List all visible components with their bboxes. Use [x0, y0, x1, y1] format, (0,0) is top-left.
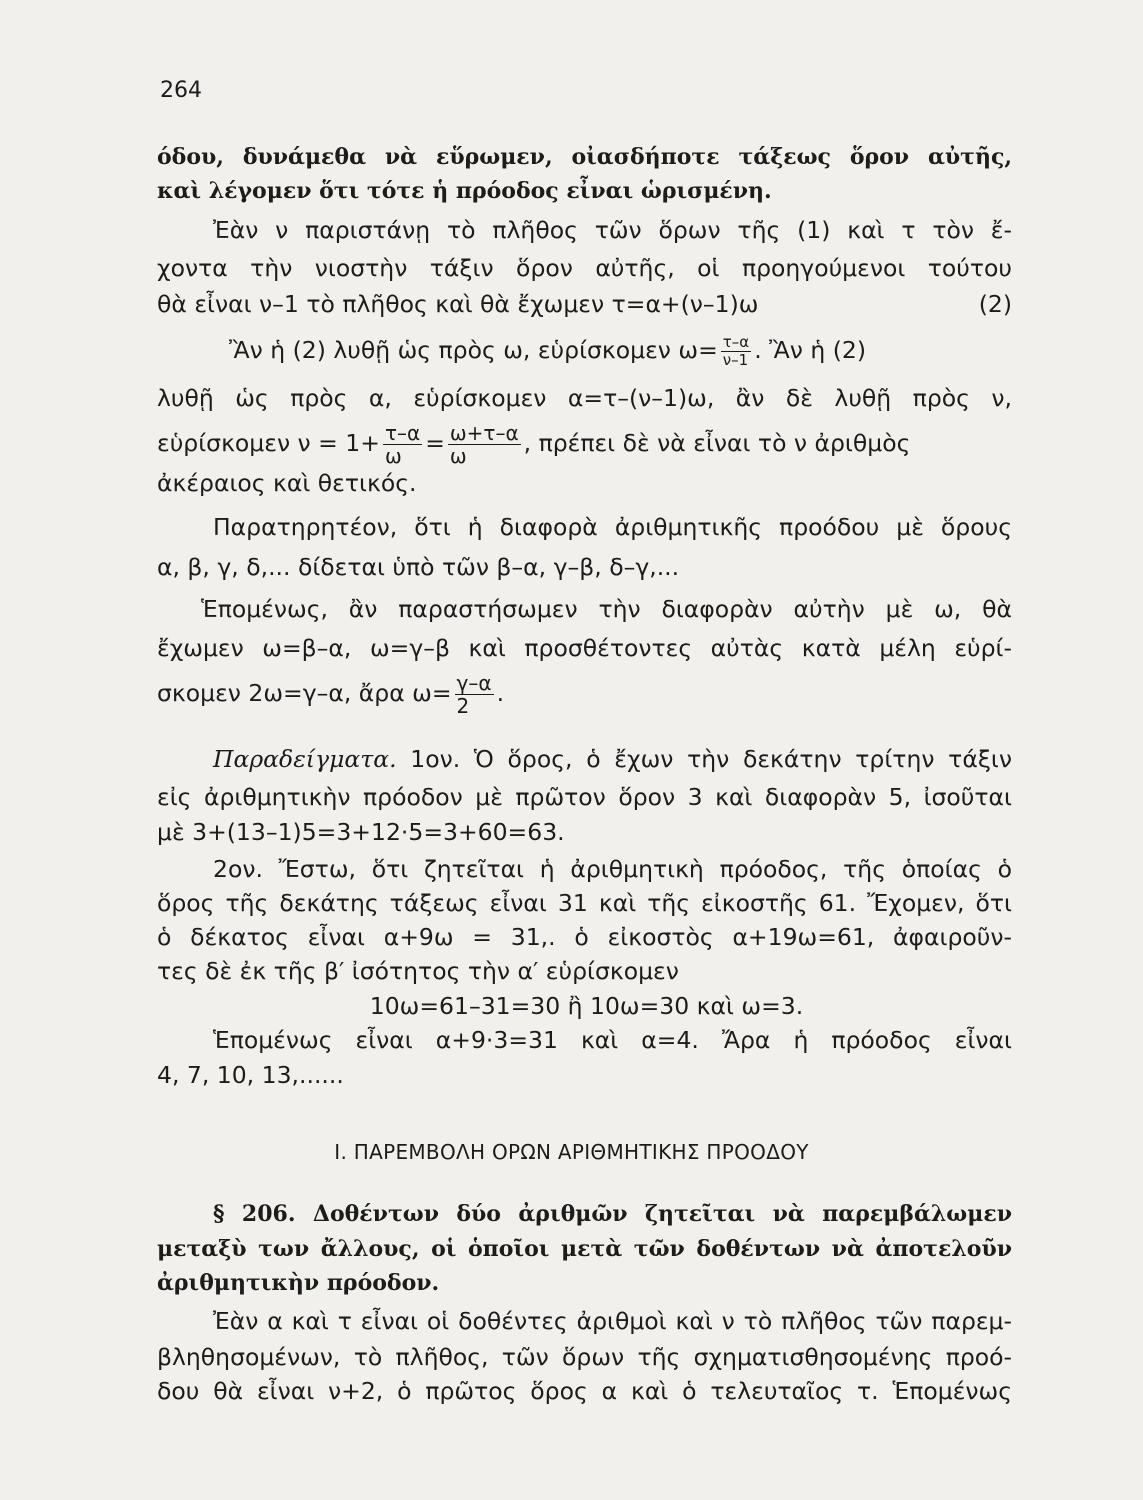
text-line: Ἐὰν α καὶ τ εἶναι οἱ δοθέντες ἀριθμοὶ καὶ ν τὸ πλῆθος τῶν παρεμ-	[213, 1307, 1012, 1335]
fraction	[455, 672, 494, 717]
section-heading: I. ΠΑΡΕΜΒΟΛΗ ΟΡΩΝ ΑΡΙΘΜΗΤΙΚΗΣ ΠΡΟΟΔΟΥ	[334, 1140, 809, 1164]
text-span: εὑρίσκομεν ν = 1+	[157, 429, 380, 457]
text-line: βληθησομένων, τὸ πλῆθος, τῶν ὅρων τῆς σχηματισθησομένης προό-	[157, 1343, 1012, 1371]
centered-equation: 10ω=61–31=30 ἢ 10ω=30 καὶ ω=3.	[369, 992, 804, 1020]
text-line: μεταξὺ των ἄλλους, οἱ ὁποῖοι μετὰ τῶν δοθέντων νὰ ἀποτελοῦν	[157, 1236, 1012, 1262]
equation-number: (2)	[978, 290, 1012, 318]
text-line: ἀριθμητικὴν πρόοδον.	[157, 1270, 440, 1296]
fraction-numerator: τ–α	[722, 333, 750, 351]
text-line	[229, 333, 1012, 369]
fraction	[448, 422, 521, 467]
text-line	[157, 287, 1012, 321]
text-span: . Ἂν ἡ (2)	[754, 336, 866, 364]
text-line: ἀκέραιος καὶ θετικός.	[157, 469, 417, 497]
fraction-denominator: ω	[449, 444, 467, 468]
fraction-numerator: ω+τ–α	[449, 421, 519, 445]
text-line: Ἑπομένως εἶναι α+9·3=31 καὶ α=4. Ἄρα ἡ πρόοδος εἶναι	[213, 1026, 1012, 1054]
text-line: 2ον. Ἔστω, ὅτι ζητεῖται ἡ ἀριθμητικὴ πρόοδος, τῆς ὁποίας ὁ	[213, 855, 1012, 883]
text-line	[157, 422, 1012, 467]
text-span: =	[425, 429, 445, 457]
text-line: καὶ λέγομεν ὅτι τότε ἡ πρόοδος εἶναι ὡρισμένη.	[157, 178, 772, 204]
fraction-denominator: 2	[456, 694, 470, 718]
text-line	[213, 742, 1012, 776]
text-line: 4, 7, 10, 13,......	[157, 1061, 344, 1089]
text-span: .	[496, 679, 505, 707]
text-line: ἔχωμεν ω=β–α, ω=γ–β καὶ προσθέτοντες αὐτὰς κατὰ μέλη εὑρί-	[157, 634, 1012, 662]
text-line	[157, 672, 1012, 717]
text-line: Ἑπομένως, ἂν παραστήσωμεν τὴν διαφορὰν αὐτὴν μὲ ω, θὰ	[201, 595, 1012, 623]
fraction-numerator: τ–α	[384, 421, 421, 445]
text-line: Παρατηρητέον, ὅτι ἡ διαφορὰ ἀριθμητικῆς προόδου μὲ ὅρους	[213, 513, 1012, 541]
text-line: ὅρος τῆς δεκάτης τάξεως εἶναι 31 καὶ τῆς εἰκοστῆς 61. Ἔχομεν, ὅτι	[157, 889, 1012, 917]
fraction-numerator: γ–α	[456, 671, 492, 695]
text-span: 1ον. Ὁ ὅρος, ὁ ἔχων τὴν δεκάτην τρίτην τάξιν	[396, 745, 1012, 773]
text-line: εἰς ἀριθμητικὴν πρόοδον μὲ πρῶτον ὅρον 3 καὶ διαφορὰν 5, ἰσοῦται	[157, 783, 1012, 811]
text-line: δου θὰ εἶναι ν+2, ὁ πρῶτος ὅρος α καὶ ὁ τελευταῖος τ. Ἑπομένως	[157, 1377, 1012, 1405]
text-line: Ἐὰν ν παριστάνῃ τὸ πλῆθος τῶν ὅρων τῆς (1) καὶ τ τὸν ἔ-	[213, 216, 1012, 244]
fraction-denominator: ω	[384, 444, 402, 468]
text-span: , πρέπει δὲ νὰ εἶναι τὸ ν ἀριθμὸς	[523, 429, 911, 457]
fraction-denominator: ν–1	[722, 351, 749, 369]
text-span: θὰ εἶναι ν–1 τὸ πλῆθος καὶ θὰ ἔχωμεν τ=α+(ν–1)ω	[157, 290, 759, 318]
text-line: α, β, γ, δ,... δίδεται ὑπὸ τῶν β–α, γ–β, δ–γ,...	[157, 553, 680, 581]
text-line: τες δὲ ἐκ τῆς β′ ἰσότητος τὴν α′ εὑρίσκομεν	[157, 957, 679, 985]
text-line: ὁ δέκατος εἶναι α+9ω = 31,. ὁ εἰκοστὸς α+19ω=61, ἀφαιροῦν-	[157, 923, 1012, 951]
text-span: σκομεν 2ω=γ–α, ἄρα ω=	[157, 679, 452, 707]
page-number: 264	[160, 78, 202, 103]
text-span: Ἂν ἡ (2) λυθῇ ὡς πρὸς ω, εὑρίσκομεν ω=	[229, 336, 718, 364]
text-line: § 206. Δοθέντων δύο ἀριθμῶν ζητεῖται νὰ παρεμβάλωμεν	[213, 1201, 1012, 1227]
fraction	[383, 422, 422, 467]
text-line: λυθῇ ὡς πρὸς α, εὑρίσκομεν α=τ–(ν–1)ω, ἂν δὲ λυθῇ πρὸς ν,	[157, 384, 1012, 412]
text-line: μὲ 3+(13–1)5=3+12·5=3+60=63.	[157, 818, 565, 846]
text-line: όδου, δυνάμεθα νὰ εὕρωμεν, οἰασδήποτε τάξεως ὅρον αὐτῆς,	[157, 144, 1012, 170]
text-line: χοντα τὴν νιοστὴν τάξιν ὅρον αὐτῆς, οἱ προηγούμενοι τούτου	[157, 254, 1012, 282]
fraction	[721, 334, 751, 369]
italic-label: Παραδείγματα.	[213, 745, 397, 773]
